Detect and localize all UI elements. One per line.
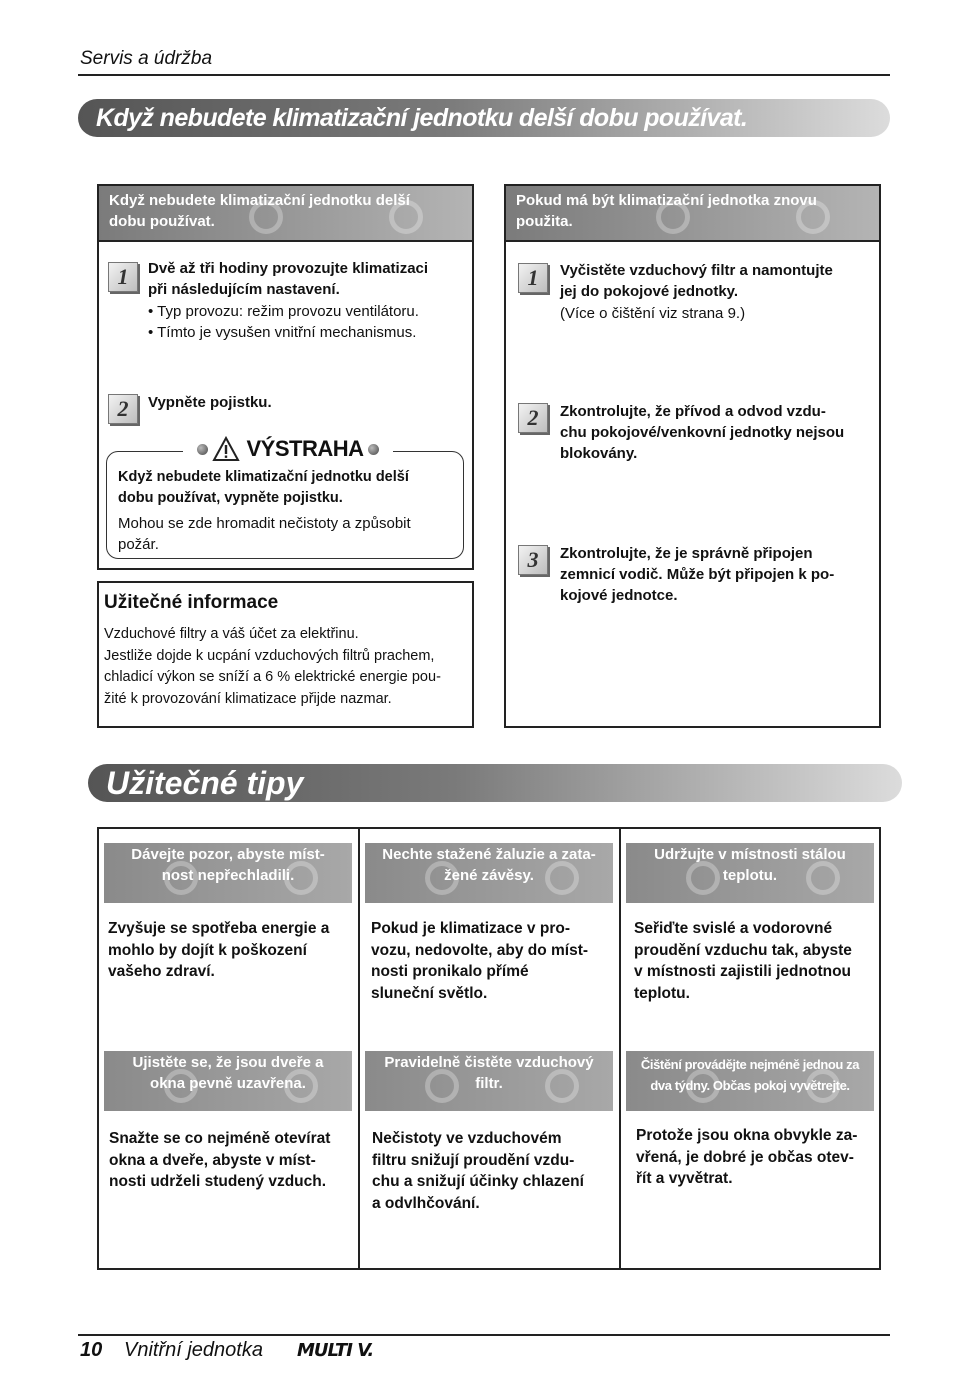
text-line: Zkontrolujte, že přívod a odvod vzdu-: [560, 403, 826, 420]
warning-plain-text: [118, 513, 458, 555]
warning-bold-text: [118, 467, 458, 509]
step-number-3: 3: [518, 545, 548, 575]
text-line: kojové jednotce.: [560, 587, 678, 604]
right-panel-heading: [506, 186, 879, 242]
info-text: [104, 624, 468, 710]
warning-triangle-icon: [212, 436, 240, 462]
right-step1-note: (Více o čištění viz strana 9.): [560, 305, 746, 322]
swirl-decoration-icon: [656, 200, 690, 234]
step-number-2: 2: [108, 394, 138, 424]
banner-title: Užitečné tipy: [106, 764, 304, 801]
swirl-decoration-icon: [389, 200, 423, 234]
text-line: Zkontrolujte, že je správně připojen: [560, 545, 813, 562]
tip-body: Seřiďte svislé a vodorovné proudění vzduchu tak, abyste v místnosti zajistili jednotnou teplotu.: [634, 920, 852, 1002]
footer-rule: [78, 1334, 890, 1336]
tip-title: Ujistěte se, že jsou dveře a okna pevně uzavřena.: [132, 1054, 324, 1092]
text-line: Jestliže dojde k ucpání vzduchových filtrů prachem,: [104, 647, 435, 664]
section-header: Servis a údržba: [80, 48, 213, 69]
tip-body: Zvyšuje se spotřeba energie a mohlo by dojít k poškození vašeho zdraví.: [108, 920, 330, 980]
section-banner-storage: [78, 99, 890, 137]
text-line: požár.: [118, 536, 159, 553]
tip-body: Protože jsou okna obvykle za- vřená, je dobré je občas otev- řít a vyvětrat.: [636, 1127, 858, 1187]
tip-body: Snažte se co nejméně otevírat okna a dveře, abyste v míst- nosti udrželi studený vzduch.: [109, 1130, 331, 1190]
tip-heading: [365, 843, 613, 903]
text-line: při následujícím nastavení.: [148, 281, 340, 298]
right-step3-instruction: [560, 543, 875, 606]
info-title: Užitečné informace: [104, 592, 279, 613]
text-line: Mohou se zde hromadit nečistoty a způsobit: [118, 515, 411, 532]
text-line: jej do pokojové jednotky.: [560, 283, 739, 300]
bullet-item: • Typ provozu: režim provozu ventilátoru.: [148, 303, 419, 320]
heading-line: Když nebudete klimatizační jednotku delší: [109, 192, 410, 209]
step2-instruction: Vypněte pojistku.: [148, 394, 272, 411]
step1-instruction: [148, 258, 468, 300]
step-number-2: 2: [518, 403, 548, 433]
bullet-item: • Tímto je vysušen vnitřní mechanismus.: [148, 324, 417, 341]
column-divider: [619, 829, 621, 1268]
text-line: zemnicí vodič. Může být připojen k po-: [560, 566, 835, 583]
text-line: dobu používat, vypněte pojistku.: [118, 490, 343, 506]
tip-body: Pokud je klimatizace v pro- vozu, nedovolte, aby do míst- nosti pronikalo přímé sluneční světlo.: [371, 920, 589, 1002]
heading-line: Pokud má být klimatizační jednotka znovu: [516, 192, 817, 209]
swirl-decoration-icon: [796, 200, 830, 234]
heading-line: použita.: [516, 213, 573, 230]
column-divider: [358, 829, 360, 1268]
text-line: žité k provozování klimatizace přijde nazmar.: [104, 690, 392, 707]
text-line: blokovány.: [560, 445, 638, 462]
tip-title: Pravidelně čistěte vzduchový filtr.: [384, 1054, 594, 1092]
right-step1-instruction: [560, 260, 875, 302]
tip-title: Udržujte v místnosti stálou teplotu.: [654, 846, 846, 884]
right-step2-instruction: [560, 401, 875, 464]
text-line: Vyčistěte vzduchový filtr a namontujte: [560, 262, 833, 279]
dot-icon: [368, 444, 379, 455]
header-rule: [78, 74, 890, 76]
text-line: chu pokojové/venkovní jednotky nejsou: [560, 424, 845, 441]
banner-title: Když nebudete klimatizační jednotku delší dobu používat.: [96, 103, 748, 132]
tip-title: Čištění provádějte nejméně jednou za dva týdny. Občas pokoj vyvětrejte.: [640, 1057, 860, 1093]
text-line: Vzduchové filtry a váš účet za elektřinu.: [104, 626, 359, 642]
swirl-decoration-icon: [249, 200, 283, 234]
heading-line: dobu používat.: [109, 213, 215, 230]
warning-title-wrap: [183, 432, 393, 466]
text-line: chladicí výkon se sníží a 6 % elektrické energie pou-: [104, 669, 441, 685]
tip-title: Nechte stažené žaluzie a zata- žené závěsy.: [382, 846, 596, 884]
footer-label: Vnitřní jednotka: [124, 1339, 263, 1361]
multi-v-logo: MULTI V.: [297, 1340, 374, 1361]
warning-title: [212, 436, 363, 462]
section-banner-tips: [88, 764, 902, 802]
dot-icon: [197, 444, 208, 455]
tip-body: Nečistoty ve vzduchovém filtru snižují proudění vzdu- chu a snižují účinky chlazení a odvlhčování.: [372, 1130, 584, 1212]
tip-heading: [626, 1051, 874, 1111]
step-number-1: 1: [518, 263, 548, 293]
tip-heading: [104, 1051, 352, 1111]
step-number-1: 1: [108, 262, 138, 292]
step1-bullets: [148, 301, 468, 343]
tip-heading: [626, 843, 874, 903]
left-panel-heading: [99, 186, 472, 242]
tip-heading: [365, 1051, 613, 1111]
text-line: Když nebudete klimatizační jednotku delší: [118, 469, 409, 485]
page-number: 10: [80, 1339, 103, 1361]
text-line: Dvě až tři hodiny provozujte klimatizaci: [148, 260, 429, 277]
tip-title: Dávejte pozor, abyste míst- nost nepřechladili.: [131, 846, 325, 884]
tip-heading: [104, 843, 352, 903]
warning-label: VÝSTRAHA: [246, 436, 364, 461]
